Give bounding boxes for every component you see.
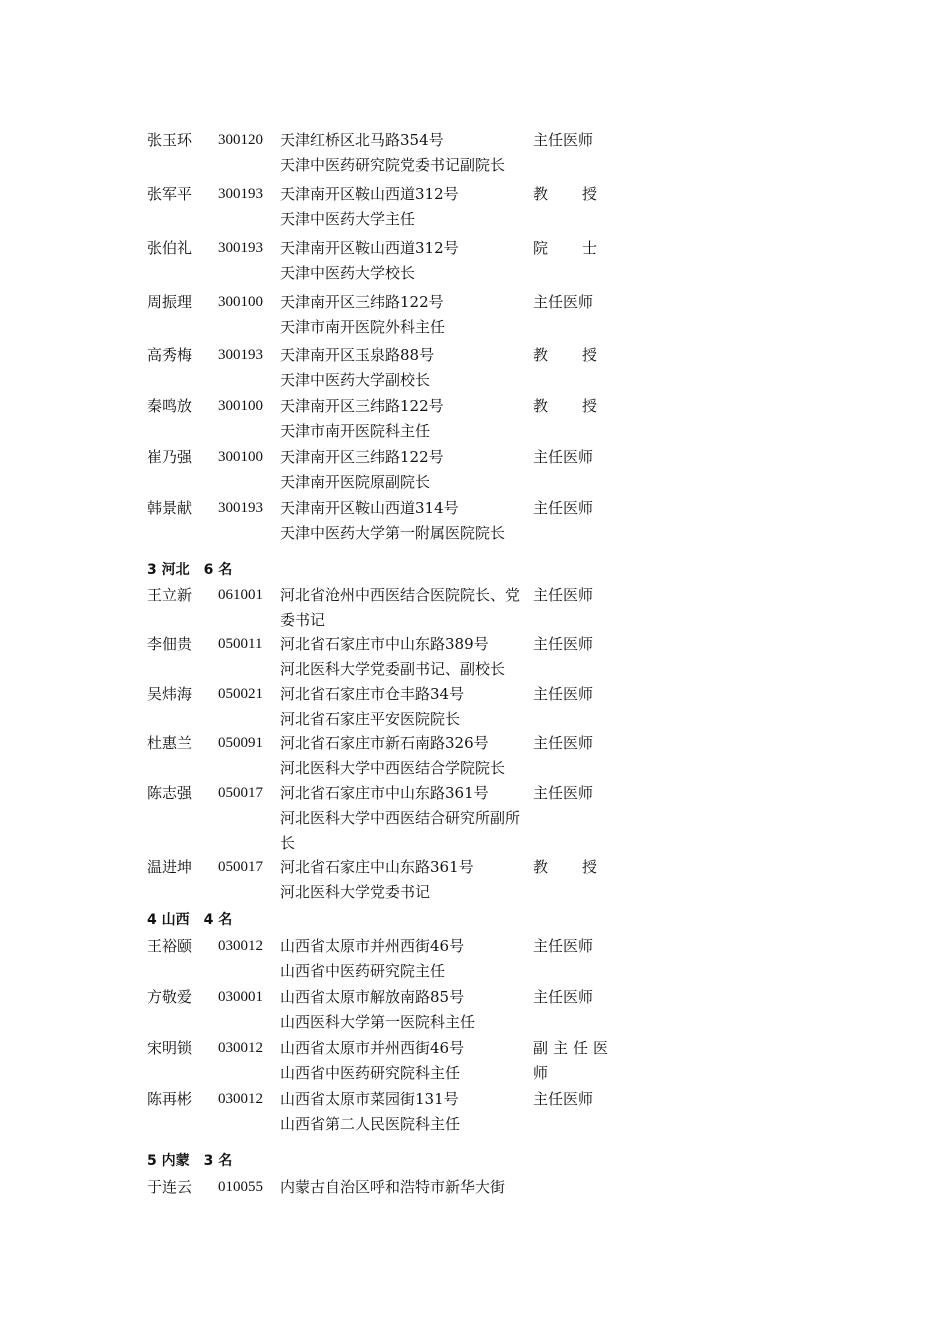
job-title-char-1: 教: [533, 185, 549, 203]
person-name: 高秀梅: [147, 346, 193, 364]
address: 山西省太原市并州西街46号: [280, 1039, 465, 1057]
postal-code: 300193: [218, 186, 263, 202]
list-item: [147, 1087, 627, 1137]
postal-code: 050017: [218, 785, 263, 801]
organization: 河北医科大学党委副书记、副校长: [280, 660, 506, 678]
job-title: [533, 236, 597, 261]
list-item: [147, 682, 627, 732]
person-name: 张军平: [147, 185, 193, 203]
address: 天津红桥区北马路354号: [280, 131, 444, 149]
list-item: [147, 934, 627, 984]
job-title: 主任医师: [533, 734, 594, 752]
list-item: [147, 343, 627, 393]
list-item: [147, 445, 627, 495]
job-title: 主任医师: [533, 586, 594, 604]
address: 天津南开区玉泉路88号: [280, 346, 435, 364]
job-title-char-1: 教: [533, 858, 549, 876]
organization: 河北省石家庄平安医院院长: [280, 710, 461, 728]
postal-code: 010055: [218, 1179, 263, 1195]
list-item: [147, 632, 627, 682]
job-title: 主任医师: [533, 635, 594, 653]
person-name: 张伯礼: [147, 239, 193, 257]
address: 山西省太原市解放南路85号: [280, 988, 465, 1006]
address: 天津南开区鞍山西道314号: [280, 499, 459, 517]
organization: 天津市南开医院科主任: [280, 422, 431, 440]
postal-code: 030001: [218, 989, 263, 1005]
person-name: 吴炜海: [147, 685, 193, 703]
job-title-char-2: 授: [581, 858, 597, 876]
postal-code: 300193: [218, 500, 263, 516]
person-name: 杜惠兰: [147, 734, 193, 752]
section-heading-neimeng: [147, 1149, 232, 1174]
list-item: [147, 182, 627, 232]
organization: 山西医科大学第一医院科主任: [280, 1013, 476, 1031]
section-label: 3 河北: [147, 562, 190, 578]
list-item: [147, 1036, 627, 1086]
job-title-char-1: 院: [533, 239, 549, 257]
list-item: [147, 236, 627, 286]
postal-code: 050017: [218, 859, 263, 875]
job-title: 主任医师: [533, 131, 594, 149]
job-title: [533, 855, 597, 880]
person-name: 李佃贵: [147, 635, 193, 653]
job-title: [533, 343, 597, 368]
person-name: 陈再彬: [147, 1090, 193, 1108]
address: 天津南开区三纬路122号: [280, 293, 444, 311]
postal-code: 300100: [218, 398, 263, 414]
section-label: 5 内蒙: [147, 1153, 190, 1169]
job-title-char-2: 授: [581, 185, 597, 203]
address: 山西省太原市并州西街46号: [280, 937, 465, 955]
organization: 天津中医药大学主任: [280, 210, 416, 228]
postal-code: 300193: [218, 347, 263, 363]
organization: 天津南开医院原副院长: [280, 473, 431, 491]
person-name: 周振理: [147, 293, 193, 311]
person-name: 崔乃强: [147, 448, 193, 466]
job-title-char-1: 教: [533, 346, 549, 364]
address: 天津南开区鞍山西道312号: [280, 185, 459, 203]
job-title: 主任医师: [533, 1090, 594, 1108]
job-title: [533, 182, 597, 207]
job-title: 主任医师: [533, 293, 594, 311]
organization: 山西省中医药研究院科主任: [280, 1064, 461, 1082]
address: 天津南开区三纬路122号: [280, 448, 444, 466]
section-count: 4 名: [203, 912, 233, 928]
job-title: 主任医师: [533, 685, 594, 703]
person-name: 秦鸣放: [147, 397, 193, 415]
job-title-char-1: 教: [533, 397, 549, 415]
job-title: [533, 394, 597, 419]
postal-code: 030012: [218, 1091, 263, 1107]
organization: 天津中医药研究院党委书记副院长: [280, 156, 506, 174]
postal-code: 300100: [218, 449, 263, 465]
postal-code: 050091: [218, 735, 263, 751]
postal-code: 030012: [218, 938, 263, 954]
list-item: [147, 583, 627, 629]
organization: 河北医科大学中西医结合学院院长: [280, 759, 506, 777]
job-title-char-2: 士: [581, 239, 597, 257]
section-heading-shanxi: [147, 908, 232, 933]
organization: 天津市南开医院外科主任: [280, 318, 446, 336]
list-item: [147, 781, 627, 852]
job-title: 主任医师: [533, 499, 594, 517]
person-name: 方敬爱: [147, 988, 193, 1006]
list-item: [147, 1175, 627, 1200]
person-name: 王立新: [147, 586, 193, 604]
address: 山西省太原市菜园街131号: [280, 1090, 459, 1108]
job-title-char-2: 授: [581, 346, 597, 364]
postal-code: 300193: [218, 240, 263, 256]
section-label: 4 山西: [147, 912, 190, 928]
job-title: 主任医师: [533, 784, 594, 802]
person-name: 陈志强: [147, 784, 193, 802]
person-name: 宋明锁: [147, 1039, 193, 1057]
organization: 河北医科大学中西医结合研究所副所长: [280, 809, 521, 852]
list-item: [147, 985, 627, 1035]
list-item: [147, 731, 627, 781]
job-title: 副主任医师: [533, 1039, 614, 1082]
organization: 山西省第二人民医院科主任: [280, 1115, 461, 1133]
address: 天津南开区三纬路122号: [280, 397, 444, 415]
job-title: 主任医师: [533, 937, 594, 955]
postal-code: 300100: [218, 294, 263, 310]
job-title-char-2: 授: [581, 397, 597, 415]
organization: 天津中医药大学副校长: [280, 371, 431, 389]
postal-code: 050011: [218, 636, 263, 652]
list-item: [147, 128, 627, 178]
address: 河北省石家庄市仓丰路34号: [280, 685, 465, 703]
section-count: 3 名: [203, 1153, 233, 1169]
address: 河北省石家庄市中山东路361号: [280, 784, 489, 802]
person-name: 温进坤: [147, 858, 193, 876]
address: 河北省沧州中西医结合医院院长、党委书记: [280, 586, 521, 629]
postal-code: 300120: [218, 132, 263, 148]
person-name: 韩景献: [147, 499, 193, 517]
job-title: 主任医师: [533, 988, 594, 1006]
person-name: 王裕颐: [147, 937, 193, 955]
postal-code: 050021: [218, 686, 263, 702]
list-item: [147, 290, 627, 340]
address: 河北省石家庄市中山东路389号: [280, 635, 489, 653]
job-title: 主任医师: [533, 448, 594, 466]
postal-code: 061001: [218, 587, 263, 603]
address: 天津南开区鞍山西道312号: [280, 239, 459, 257]
person-name: 于连云: [147, 1178, 193, 1196]
organization: 河北医科大学党委书记: [280, 883, 431, 901]
address: 内蒙古自治区呼和浩特市新华大街: [280, 1178, 506, 1196]
address: 河北省石家庄中山东路361号: [280, 858, 474, 876]
list-item: [147, 855, 627, 905]
postal-code: 030012: [218, 1040, 263, 1056]
section-heading-hebei: [147, 558, 232, 583]
organization: 天津中医药大学第一附属医院院长: [280, 524, 506, 542]
organization: 天津中医药大学校长: [280, 264, 416, 282]
organization: 山西省中医药研究院主任: [280, 962, 446, 980]
person-name: 张玉环: [147, 131, 193, 149]
list-item: [147, 496, 627, 546]
address: 河北省石家庄市新石南路326号: [280, 734, 489, 752]
section-count: 6 名: [203, 562, 233, 578]
list-item: [147, 394, 627, 444]
